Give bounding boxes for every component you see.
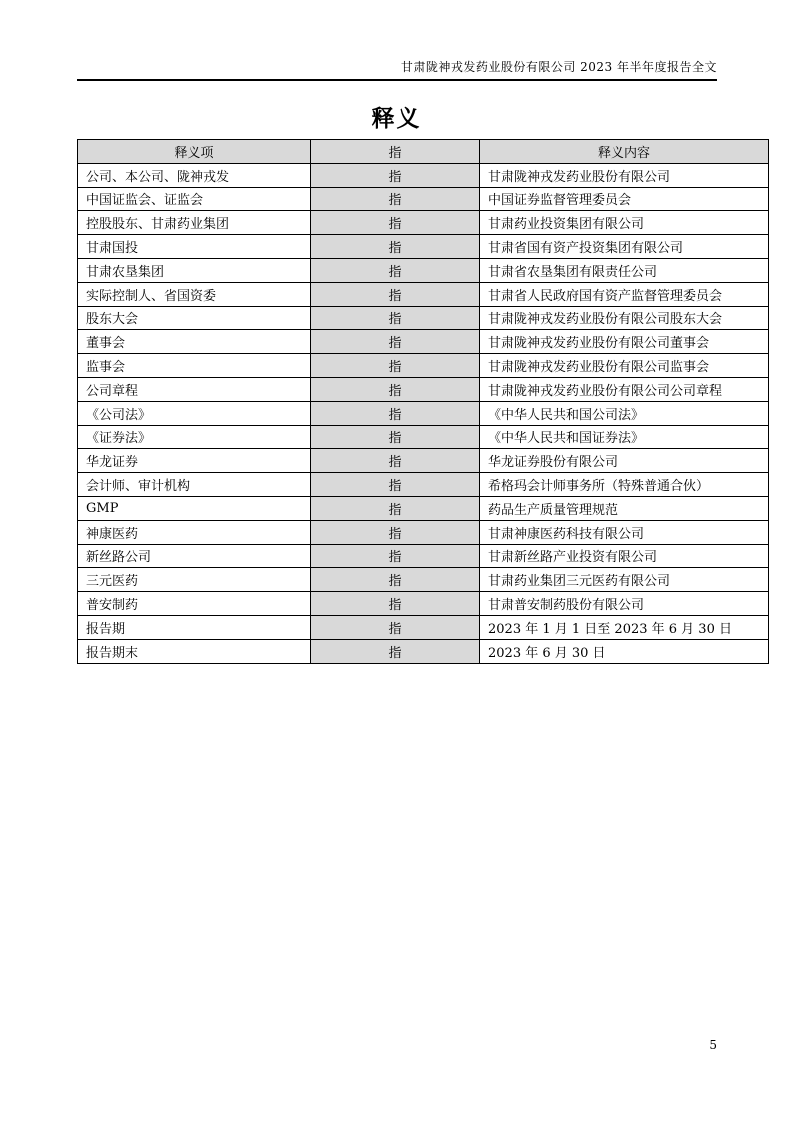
term-cell: 三元医药 — [78, 568, 311, 592]
table-row — [78, 592, 769, 616]
definition-cell: 甘肃省人民政府国有资产监督管理委员会 — [480, 282, 769, 306]
table-row — [78, 639, 769, 663]
definitions-table — [77, 139, 769, 664]
zhi-cell: 指 — [311, 163, 480, 187]
term-cell: 董事会 — [78, 330, 311, 354]
zhi-cell: 指 — [311, 187, 480, 211]
table-row — [78, 211, 769, 235]
definition-cell: 甘肃普安制药股份有限公司 — [480, 592, 769, 616]
table-header-row — [78, 140, 769, 164]
zhi-cell: 指 — [311, 473, 480, 497]
term-cell: 股东大会 — [78, 306, 311, 330]
definition-cell: 甘肃药业集团三元医药有限公司 — [480, 568, 769, 592]
table-row — [78, 449, 769, 473]
table-row — [78, 496, 769, 520]
zhi-cell: 指 — [311, 211, 480, 235]
zhi-cell: 指 — [311, 544, 480, 568]
term-cell: 会计师、审计机构 — [78, 473, 311, 497]
table-row — [78, 425, 769, 449]
definition-cell: 甘肃新丝路产业投资有限公司 — [480, 544, 769, 568]
header-zhi: 指 — [311, 140, 480, 164]
report-header: 甘肃陇神戎发药业股份有限公司 2023 年半年度报告全文 — [400, 60, 717, 74]
definition-cell: 2023 年 1 月 1 日至 2023 年 6 月 30 日 — [480, 615, 769, 639]
zhi-cell: 指 — [311, 568, 480, 592]
zhi-cell: 指 — [311, 592, 480, 616]
term-cell: 监事会 — [78, 354, 311, 378]
definition-cell: 《中华人民共和国证券法》 — [480, 425, 769, 449]
table-row — [78, 187, 769, 211]
term-cell: 中国证监会、证监会 — [78, 187, 311, 211]
table-row — [78, 163, 769, 187]
term-cell: GMP — [78, 496, 311, 520]
term-cell: 甘肃国投 — [78, 235, 311, 259]
term-cell: 神康医药 — [78, 520, 311, 544]
term-cell: 普安制药 — [78, 592, 311, 616]
definition-cell: 甘肃陇神戎发药业股份有限公司 — [480, 163, 769, 187]
definition-cell: 甘肃神康医药科技有限公司 — [480, 520, 769, 544]
definitions-table-body — [78, 163, 769, 663]
term-cell: 实际控制人、省国资委 — [78, 282, 311, 306]
term-cell: 《公司法》 — [78, 401, 311, 425]
definition-cell: 甘肃陇神戎发药业股份有限公司监事会 — [480, 354, 769, 378]
table-row — [78, 520, 769, 544]
header-definition: 释义内容 — [480, 140, 769, 164]
table-row — [78, 473, 769, 497]
page-title: 释义 — [371, 105, 422, 132]
definition-cell: 药品生产质量管理规范 — [480, 496, 769, 520]
zhi-cell: 指 — [311, 615, 480, 639]
definition-cell: 甘肃药业投资集团有限公司 — [480, 211, 769, 235]
definition-cell: 2023 年 6 月 30 日 — [480, 639, 769, 663]
zhi-cell: 指 — [311, 449, 480, 473]
table-row — [78, 235, 769, 259]
zhi-cell: 指 — [311, 235, 480, 259]
zhi-cell: 指 — [311, 520, 480, 544]
term-cell: 《证券法》 — [78, 425, 311, 449]
definition-cell: 华龙证券股份有限公司 — [480, 449, 769, 473]
term-cell: 报告期 — [78, 615, 311, 639]
definition-cell: 甘肃省国有资产投资集团有限公司 — [480, 235, 769, 259]
term-cell: 控股股东、甘肃药业集团 — [78, 211, 311, 235]
zhi-cell: 指 — [311, 330, 480, 354]
table-row — [78, 615, 769, 639]
term-cell: 报告期末 — [78, 639, 311, 663]
header-rule — [77, 79, 717, 81]
definitions-table-head — [78, 140, 769, 164]
table-row — [78, 354, 769, 378]
table-row — [78, 401, 769, 425]
term-cell: 新丝路公司 — [78, 544, 311, 568]
definition-cell: 希格玛会计师事务所（特殊普通合伙） — [480, 473, 769, 497]
zhi-cell: 指 — [311, 282, 480, 306]
term-cell: 公司章程 — [78, 377, 311, 401]
table-row — [78, 330, 769, 354]
zhi-cell: 指 — [311, 306, 480, 330]
zhi-cell: 指 — [311, 425, 480, 449]
zhi-cell: 指 — [311, 377, 480, 401]
table-row — [78, 544, 769, 568]
zhi-cell: 指 — [311, 258, 480, 282]
zhi-cell: 指 — [311, 401, 480, 425]
term-cell: 甘肃农垦集团 — [78, 258, 311, 282]
definition-cell: 中国证券监督管理委员会 — [480, 187, 769, 211]
zhi-cell: 指 — [311, 354, 480, 378]
term-cell: 华龙证券 — [78, 449, 311, 473]
header-term: 释义项 — [78, 140, 311, 164]
table-row — [78, 377, 769, 401]
table-row — [78, 306, 769, 330]
definition-cell: 甘肃陇神戎发药业股份有限公司股东大会 — [480, 306, 769, 330]
table-row — [78, 282, 769, 306]
zhi-cell: 指 — [311, 639, 480, 663]
term-cell: 公司、本公司、陇神戎发 — [78, 163, 311, 187]
definition-cell: 甘肃陇神戎发药业股份有限公司公司章程 — [480, 377, 769, 401]
page-number: 5 — [709, 1038, 717, 1052]
table-row — [78, 568, 769, 592]
definition-cell: 《中华人民共和国公司法》 — [480, 401, 769, 425]
definition-cell: 甘肃省农垦集团有限责任公司 — [480, 258, 769, 282]
zhi-cell: 指 — [311, 496, 480, 520]
table-row — [78, 258, 769, 282]
definition-cell: 甘肃陇神戎发药业股份有限公司董事会 — [480, 330, 769, 354]
